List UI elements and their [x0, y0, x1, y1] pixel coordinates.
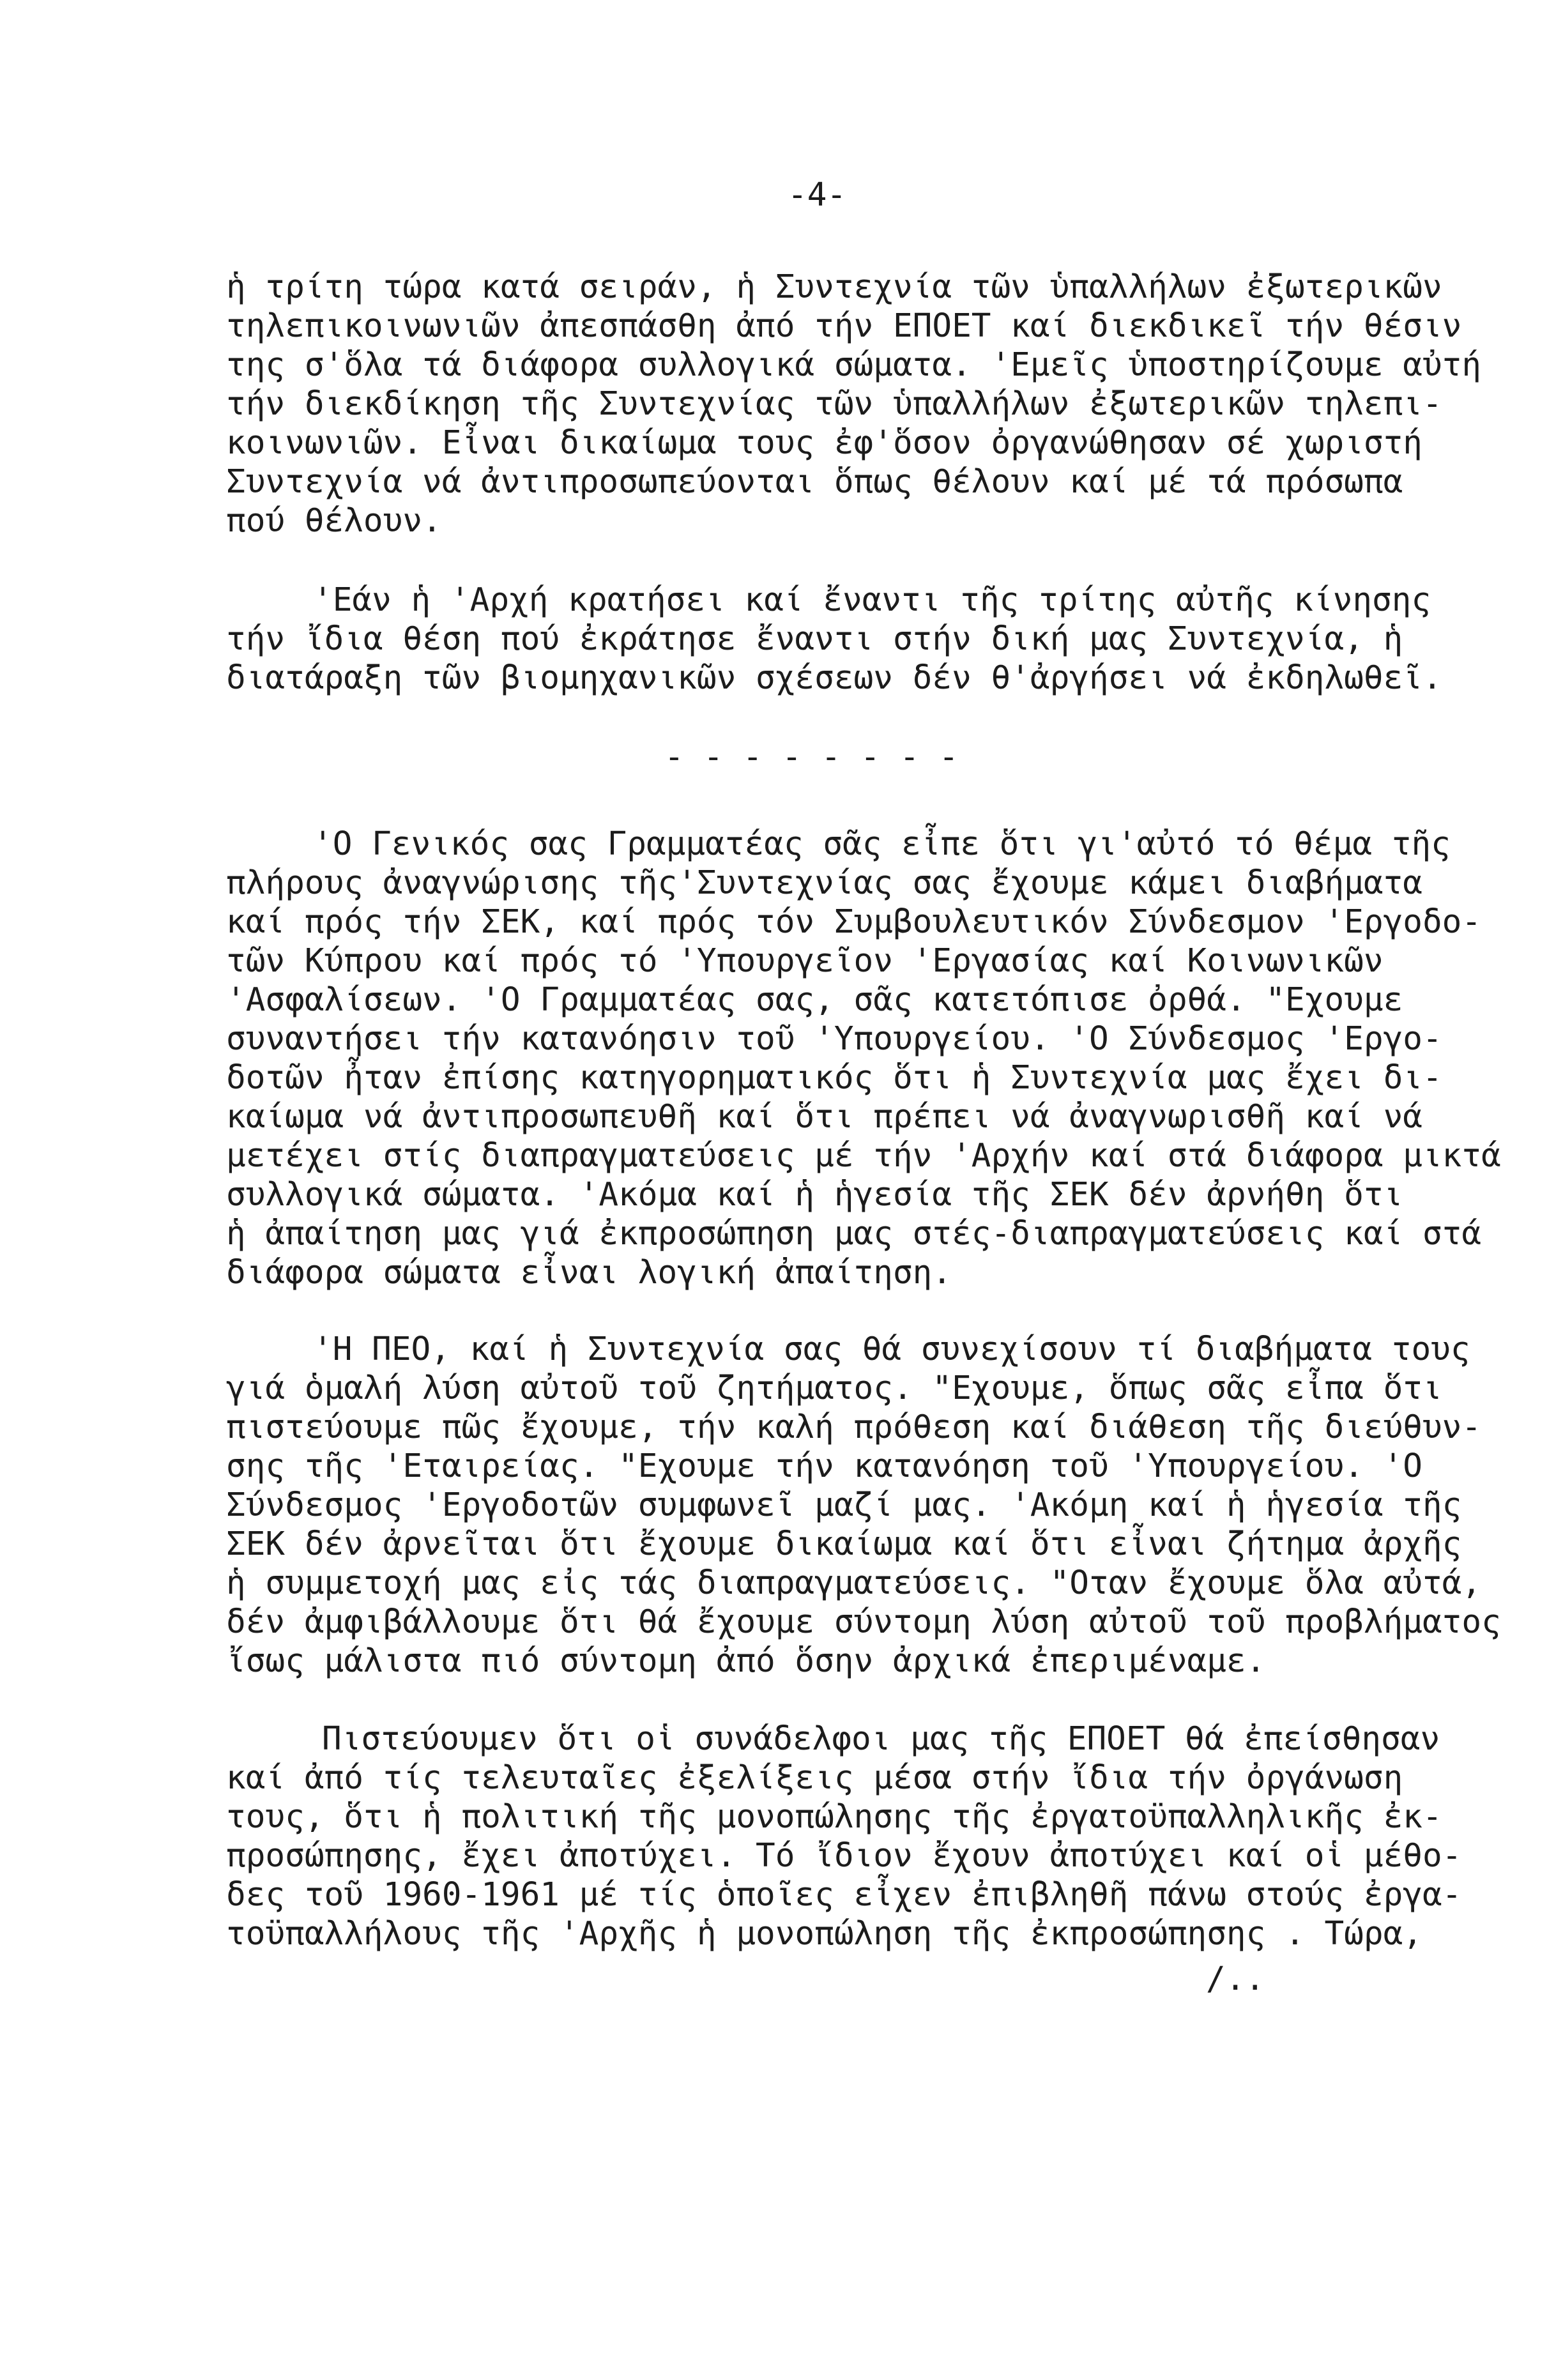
text-line: τῶν Κύπρου καί πρός τό 'Υπουργεῖον 'Εργασίας καί Κοινωνικῶν	[226, 942, 1384, 980]
text-line: γιά ὁμαλή λύση αὐτοῦ τοῦ ζητήματος. "Εχουμε, ὅπως σᾶς εἶπα ὅτι	[226, 1369, 1442, 1407]
text-line: προσώπησης, ἔχει ἀποτύχει. Τό ἴδιον ἔχουν ἀποτύχει καί οἱ μέθο-	[226, 1837, 1462, 1875]
text-line: δοτῶν ἦταν ἐπίσης κατηγορηματικός ὅτι ἡ Συντεχνία μας ἔχει δι-	[226, 1059, 1442, 1097]
text-line: ἴσως μάλιστα πιό σύντομη ἀπό ὅσην ἀρχικά ἐπεριμέναμε.	[226, 1642, 1266, 1680]
section-separator: - - - - - - - -	[664, 738, 959, 776]
text-line: τους, ὅτι ἡ πολιτική τῆς μονοπώλησης τῆς ἐργατοϋπαλληλικῆς ἐκ-	[226, 1798, 1442, 1836]
text-line: 'Ασφαλίσεων. 'Ο Γραμματέας σας, σᾶς κατετόπισε ὀρθά. "Εχουμε	[226, 981, 1403, 1019]
page-number: -4-	[788, 176, 847, 214]
continuation-mark: /..	[1206, 1960, 1265, 1998]
text-line: καίωμα νά ἀντιπροσωπευθῆ καί ὅτι πρέπει νά ἀναγνωρισθῆ καί νά	[226, 1098, 1422, 1136]
text-line: δέν ἀμφιβάλλουμε ὅτι θά ἔχουμε σύντομη λύση αὐτοῦ τοῦ προβλήματος	[226, 1603, 1501, 1641]
text-line: Συντεχνία νά ἀντιπροσωπεύονται ὅπως θέλουν καί μέ τά πρόσωπα	[226, 463, 1403, 501]
text-line: δες τοῦ 1960-1961 μέ τίς ὁποῖες εἶχεν ἐπιβληθῆ πάνω στούς ἐργα-	[226, 1876, 1462, 1914]
paragraph	[226, 581, 1542, 698]
text-line: διατάραξη τῶν βιομηχανικῶν σχέσεων δέν θ'ἀργήσει νά ἐκδηλωθεῖ.	[226, 659, 1442, 697]
text-line: τήν διεκδίκηση τῆς Συντεχνίας τῶν ὑπαλλήλων ἐξωτερικῶν τηλεπι-	[226, 385, 1442, 423]
text-line: τήν ἴδια θέση πού ἐκράτησε ἔναντι στήν δική μας Συντεχνία, ἡ	[226, 620, 1403, 658]
text-line: ἡ συμμετοχή μας εἰς τάς διαπραγματεύσεις. "Οταν ἔχουμε ὅλα αὐτά,	[226, 1564, 1482, 1602]
text-line: τοϋπαλλήλους τῆς 'Αρχῆς ἡ μονοπώληση τῆς ἐκπροσώπησης . Τώρα,	[226, 1915, 1422, 1953]
text-line: συλλογικά σώματα. 'Ακόμα καί ἡ ἡγεσία τῆς ΣΕΚ δέν ἀρνήθη ὅτι	[226, 1176, 1403, 1214]
text-line: διάφορα σώματα εἶναι λογική ἀπαίτηση.	[226, 1254, 952, 1292]
text-line: ἡ ἀπαίτηση μας γιά ἐκπροσώπηση μας στές-διαπραγματεύσεις καί στά	[226, 1215, 1482, 1253]
text-line: Πιστεύουμεν ὅτι οἱ συνάδελφοι μας τῆς ΕΠΟΕΤ θά ἐπείσθησαν	[322, 1720, 1440, 1758]
text-line: πού θέλουν.	[226, 502, 442, 540]
text-line: πιστεύουμε πῶς ἔχουμε, τήν καλή πρόθεση καί διάθεση τῆς διεύθυν-	[226, 1408, 1482, 1446]
text-line: 'Η ΠΕΟ, καί ἡ Συντεχνία σας θά συνεχίσουν τί διαβήματα τους	[313, 1331, 1470, 1368]
text-line: σης τῆς 'Εταιρείας. "Εχουμε τήν κατανόηση τοῦ 'Υπουργείου. 'Ο	[226, 1447, 1422, 1485]
text-line: καί πρός τήν ΣΕΚ, καί πρός τόν Συμβουλευτικόν Σύνδεσμον 'Εργοδο-	[226, 903, 1482, 941]
text-line: πλήρους ἀναγνώρισης τῆς'Συντεχνίας σας ἔχουμε κάμει διαβήματα	[226, 864, 1422, 902]
text-line: καί ἀπό τίς τελευταῖες ἐξελίξεις μέσα στήν ἴδια τήν ὀργάνωση	[226, 1759, 1403, 1797]
paragraph	[226, 268, 1542, 540]
paragraph	[226, 1720, 1542, 1953]
text-line: 'Ο Γενικός σας Γραμματέας σᾶς εἶπε ὅτι γι'αὐτό τό θέμα τῆς	[313, 825, 1451, 863]
text-line: μετέχει στίς διαπραγματεύσεις μέ τήν 'Αρχήν καί στά διάφορα μικτά	[226, 1137, 1501, 1175]
text-line: ΣΕΚ δέν ἀρνεῖται ὅτι ἔχουμε δικαίωμα καί ὅτι εἶναι ζήτημα ἀρχῆς	[226, 1525, 1462, 1563]
text-line: Σύνδεσμος 'Εργοδοτῶν συμφωνεῖ μαζί μας. 'Ακόμη καί ἡ ἡγεσία τῆς	[226, 1486, 1462, 1524]
paragraph	[226, 1330, 1542, 1681]
text-line: κοινωνιῶν. Εἶναι δικαίωμα τους ἐφ'ὅσον ὀργανώθησαν σέ χωριστή	[226, 424, 1422, 462]
paragraph	[226, 825, 1542, 1292]
text-line: της σ'ὅλα τά διάφορα συλλογικά σώματα. 'Εμεῖς ὑποστηρίζουμε αὐτή	[226, 346, 1482, 384]
text-line: ἡ τρίτη τώρα κατά σειράν, ἡ Συντεχνία τῶν ὑπαλλήλων ἐξωτερικῶν	[226, 268, 1442, 306]
text-line: συναντήσει τήν κατανόησιν τοῦ 'Υπουργείου. 'Ο Σύνδεσμος 'Εργο-	[226, 1020, 1442, 1058]
text-line: τηλεπικοινωνιῶν ἀπεσπάσθη ἀπό τήν ΕΠΟΕΤ καί διεκδικεῖ τήν θέσιν	[226, 307, 1462, 345]
text-line: 'Εάν ἡ 'Αρχή κρατήσει καί ἔναντι τῆς τρίτης αὐτῆς κίνησης	[313, 581, 1431, 619]
